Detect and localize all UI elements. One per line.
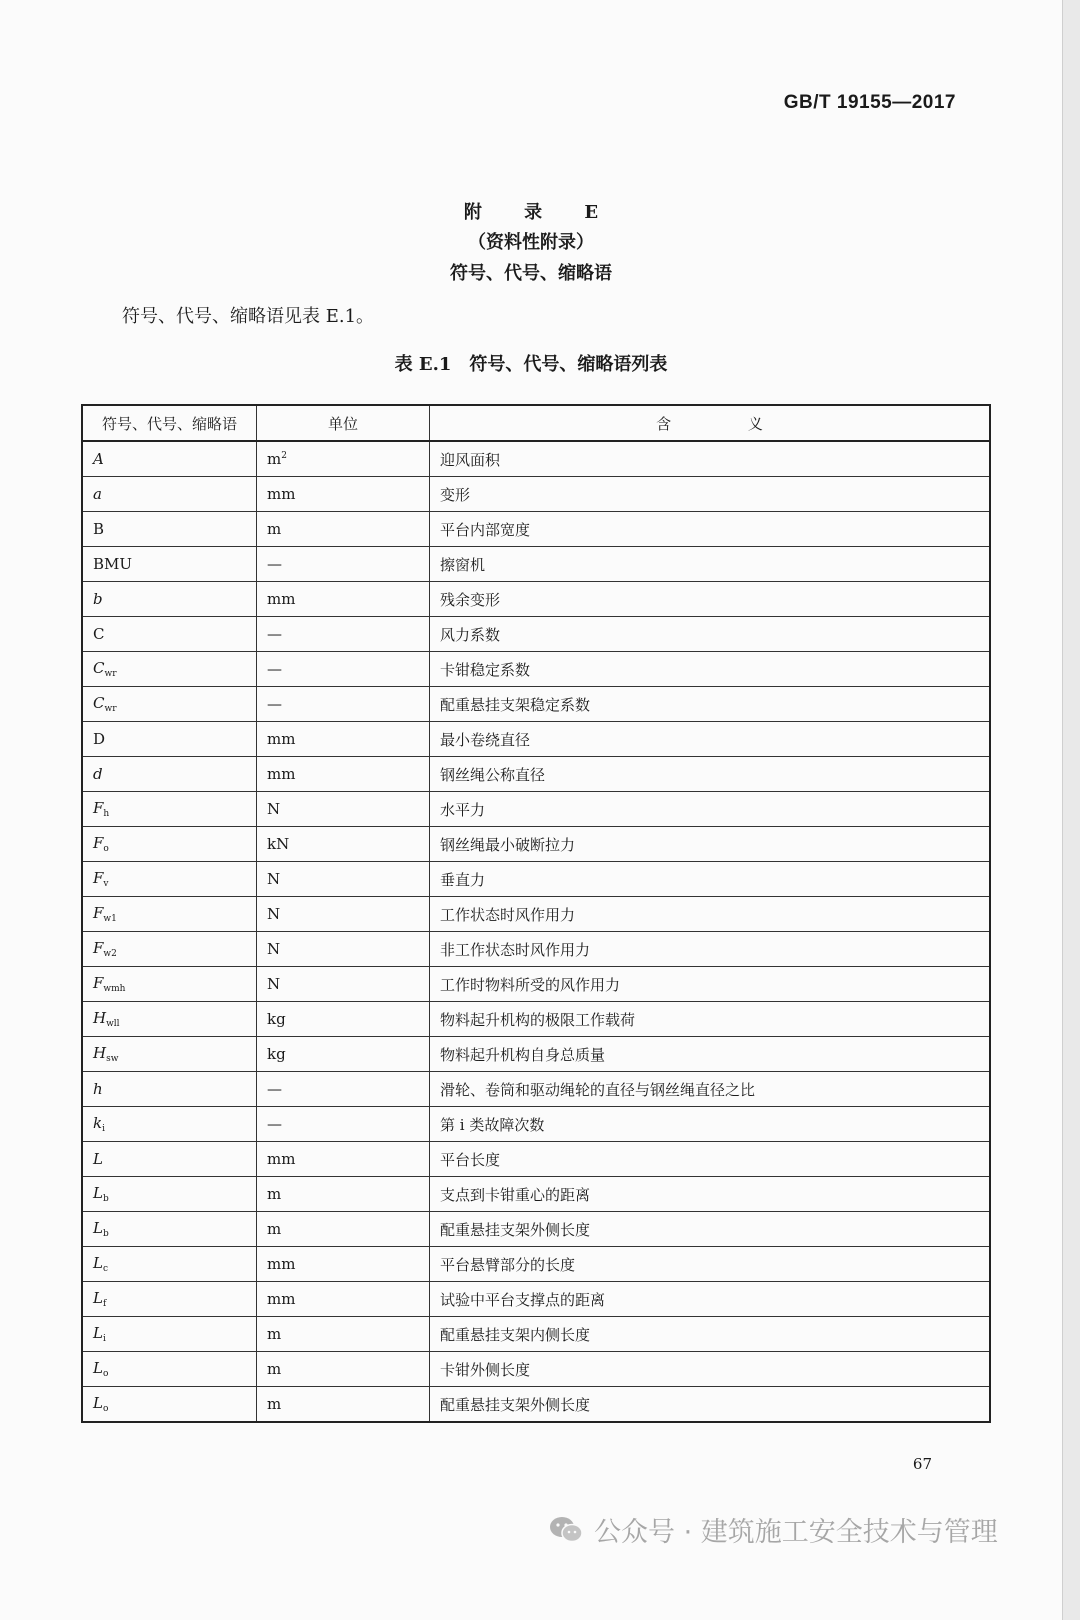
symbol-subscript: wr bbox=[104, 669, 117, 679]
symbol-main: D bbox=[93, 730, 106, 748]
meaning-cell: 钢丝绳最小破断拉力 bbox=[430, 827, 991, 862]
unit-value: N bbox=[267, 800, 281, 818]
unit-cell bbox=[257, 967, 430, 1002]
meaning-cell: 试验中平台支撑点的距离 bbox=[430, 1282, 991, 1317]
symbol-cell bbox=[82, 862, 257, 897]
symbol-subscript: w2 bbox=[103, 949, 117, 959]
unit-cell bbox=[257, 582, 430, 617]
meaning-cell: 工作时物料所受的风作用力 bbox=[430, 967, 991, 1002]
unit-cell bbox=[257, 792, 430, 827]
unit-cell bbox=[257, 1037, 430, 1072]
symbol-cell bbox=[82, 932, 257, 967]
symbol-subscript: wll bbox=[106, 1019, 120, 1029]
unit-value: m bbox=[267, 1220, 282, 1238]
symbol-main: C bbox=[93, 659, 105, 677]
unit-cell bbox=[257, 1247, 430, 1282]
table-row bbox=[82, 1107, 990, 1142]
meaning-cell: 垂直力 bbox=[430, 862, 991, 897]
meaning-cell: 水平力 bbox=[430, 792, 991, 827]
unit-cell bbox=[257, 1142, 430, 1177]
symbol-subscript: h bbox=[103, 809, 110, 819]
meaning-cell: 迎风面积 bbox=[430, 441, 991, 477]
table-row bbox=[82, 722, 990, 757]
table-caption bbox=[0, 350, 1062, 376]
unit-cell bbox=[257, 722, 430, 757]
table-row bbox=[82, 652, 990, 687]
table-row bbox=[82, 547, 990, 582]
table-body bbox=[82, 441, 990, 1422]
meaning-cell: 配重悬挂支架稳定系数 bbox=[430, 687, 991, 722]
unit-cell bbox=[257, 1387, 430, 1423]
table-row bbox=[82, 932, 990, 967]
unit-value: mm bbox=[267, 1290, 296, 1308]
unit-cell bbox=[257, 827, 430, 862]
table-row bbox=[82, 967, 990, 1002]
unit-cell bbox=[257, 1352, 430, 1387]
symbol-main: L bbox=[93, 1254, 103, 1272]
unit-value: m bbox=[267, 1360, 282, 1378]
unit-cell bbox=[257, 862, 430, 897]
symbol-subscript: b bbox=[102, 1194, 109, 1204]
table-row bbox=[82, 1247, 990, 1282]
symbol-main: C bbox=[93, 625, 105, 643]
watermark-text: 公众号 · 建筑施工安全技术与管理 bbox=[594, 1517, 998, 1548]
symbol-subscript: wr bbox=[104, 704, 117, 714]
symbol-subscript: b bbox=[102, 1229, 109, 1239]
unit-value: — bbox=[267, 695, 282, 713]
meaning-cell: 物料起升机构自身总质量 bbox=[430, 1037, 991, 1072]
symbol-main: F bbox=[93, 974, 104, 992]
unit-cell bbox=[257, 1177, 430, 1212]
unit-value: mm bbox=[267, 1150, 296, 1168]
table-row bbox=[82, 1387, 990, 1423]
unit-value: — bbox=[267, 625, 282, 643]
meaning-cell: 配重悬挂支架内侧长度 bbox=[430, 1317, 991, 1352]
watermark bbox=[548, 1510, 998, 1549]
symbol-cell bbox=[82, 757, 257, 792]
meaning-cell: 卡钳外侧长度 bbox=[430, 1352, 991, 1387]
symbol-cell bbox=[82, 897, 257, 932]
unit-value: mm bbox=[267, 485, 296, 503]
symbol-main: L bbox=[93, 1394, 103, 1412]
page-number: 67 bbox=[912, 1455, 932, 1473]
symbol-main: F bbox=[93, 939, 104, 957]
symbol-cell bbox=[82, 1317, 257, 1352]
symbol-main: H bbox=[93, 1009, 107, 1027]
unit-value: N bbox=[267, 870, 281, 888]
meaning-cell: 残余变形 bbox=[430, 582, 991, 617]
symbol-cell bbox=[82, 1037, 257, 1072]
unit-superscript: 2 bbox=[281, 451, 287, 461]
meaning-cell: 配重悬挂支架外侧长度 bbox=[430, 1212, 991, 1247]
table-row bbox=[82, 1212, 990, 1247]
symbol-cell bbox=[82, 1247, 257, 1282]
symbol-subscript: v bbox=[103, 879, 109, 889]
unit-value: kg bbox=[267, 1045, 286, 1063]
symbol-cell bbox=[82, 652, 257, 687]
standard-code: GB/T 19155—2017 bbox=[783, 92, 956, 113]
symbol-cell bbox=[82, 512, 257, 547]
meaning-cell: 钢丝绳公称直径 bbox=[430, 757, 991, 792]
table-row bbox=[82, 1282, 990, 1317]
unit-value: mm bbox=[267, 1255, 296, 1273]
table-row bbox=[82, 1072, 990, 1107]
table-caption-number: 表 E.1 bbox=[394, 354, 452, 375]
symbol-cell bbox=[82, 582, 257, 617]
meaning-cell: 平台内部宽度 bbox=[430, 512, 991, 547]
symbol-cell bbox=[82, 722, 257, 757]
meaning-cell: 最小卷绕直径 bbox=[430, 722, 991, 757]
unit-value: m bbox=[267, 1185, 282, 1203]
header-meaning-label: 含 义 bbox=[656, 414, 799, 433]
symbol-cell bbox=[82, 967, 257, 1002]
unit-value: m bbox=[267, 520, 282, 538]
symbol-main: C bbox=[93, 694, 105, 712]
symbol-main: L bbox=[93, 1359, 103, 1377]
meaning-cell: 物料起升机构的极限工作载荷 bbox=[430, 1002, 991, 1037]
meaning-cell: 卡钳稳定系数 bbox=[430, 652, 991, 687]
symbol-subscript: sw bbox=[106, 1054, 119, 1064]
meaning-cell: 平台长度 bbox=[430, 1142, 991, 1177]
symbol-main: H bbox=[93, 1044, 107, 1062]
symbol-main: L bbox=[93, 1150, 103, 1168]
meaning-cell: 配重悬挂支架外侧长度 bbox=[430, 1387, 991, 1423]
symbol-subscript: f bbox=[102, 1299, 107, 1309]
unit-value: m bbox=[267, 450, 282, 468]
unit-value: — bbox=[267, 1115, 282, 1133]
symbol-main: F bbox=[93, 834, 104, 852]
unit-value: N bbox=[267, 905, 281, 923]
symbol-main: B bbox=[93, 520, 105, 538]
meaning-cell: 支点到卡钳重心的距离 bbox=[430, 1177, 991, 1212]
table-caption-title: 符号、代号、缩略语列表 bbox=[469, 354, 668, 375]
appendix-subject: 符号、代号、缩略语 bbox=[450, 263, 612, 284]
unit-value: m bbox=[267, 1395, 282, 1413]
symbol-main: F bbox=[93, 904, 104, 922]
symbol-main: h bbox=[93, 1080, 103, 1098]
unit-value: m bbox=[267, 1325, 282, 1343]
unit-cell bbox=[257, 617, 430, 652]
unit-value: mm bbox=[267, 590, 296, 608]
appendix-type: （资料性附录） bbox=[468, 232, 594, 253]
symbol-cell bbox=[82, 1002, 257, 1037]
header-unit: 单位 bbox=[257, 405, 430, 441]
unit-value: N bbox=[267, 940, 281, 958]
unit-cell bbox=[257, 1282, 430, 1317]
symbol-main: L bbox=[93, 1219, 103, 1237]
symbol-cell bbox=[82, 1212, 257, 1247]
symbols-table bbox=[81, 404, 991, 1423]
intro-paragraph: 符号、代号、缩略语见表 E.1。 bbox=[122, 306, 375, 327]
table-row bbox=[82, 757, 990, 792]
symbol-cell bbox=[82, 477, 257, 512]
symbol-main: k bbox=[93, 1114, 103, 1132]
unit-cell bbox=[257, 477, 430, 512]
table-row bbox=[82, 617, 990, 652]
symbol-cell bbox=[82, 547, 257, 582]
unit-cell bbox=[257, 441, 430, 477]
table-row bbox=[82, 1317, 990, 1352]
symbol-cell bbox=[82, 1142, 257, 1177]
unit-cell bbox=[257, 1212, 430, 1247]
symbol-cell bbox=[82, 1072, 257, 1107]
symbol-subscript: i bbox=[102, 1334, 106, 1344]
table-row bbox=[82, 512, 990, 547]
unit-value: — bbox=[267, 660, 282, 678]
symbol-subscript: c bbox=[102, 1264, 109, 1274]
meaning-cell: 工作状态时风作用力 bbox=[430, 897, 991, 932]
table-row bbox=[82, 441, 990, 477]
symbol-cell bbox=[82, 1387, 257, 1423]
symbol-cell bbox=[82, 1177, 257, 1212]
symbol-main: a bbox=[93, 485, 102, 503]
table-row bbox=[82, 827, 990, 862]
wechat-icon bbox=[548, 1515, 584, 1545]
symbol-main: BMU bbox=[93, 555, 133, 573]
meaning-cell: 非工作状态时风作用力 bbox=[430, 932, 991, 967]
unit-cell bbox=[257, 757, 430, 792]
table-row bbox=[82, 792, 990, 827]
symbol-subscript: w1 bbox=[103, 914, 117, 924]
unit-cell bbox=[257, 512, 430, 547]
unit-cell bbox=[257, 932, 430, 967]
symbol-cell bbox=[82, 827, 257, 862]
meaning-cell: 擦窗机 bbox=[430, 547, 991, 582]
unit-cell bbox=[257, 547, 430, 582]
unit-cell bbox=[257, 687, 430, 722]
meaning-cell: 滑轮、卷筒和驱动绳轮的直径与钢丝绳直径之比 bbox=[430, 1072, 991, 1107]
table-row bbox=[82, 1037, 990, 1072]
unit-value: mm bbox=[267, 730, 296, 748]
symbol-cell bbox=[82, 441, 257, 477]
unit-value: kN bbox=[267, 835, 290, 853]
unit-value: — bbox=[267, 1080, 282, 1098]
symbol-main: F bbox=[93, 799, 104, 817]
meaning-cell: 平台悬臂部分的长度 bbox=[430, 1247, 991, 1282]
unit-cell bbox=[257, 1072, 430, 1107]
table-header-row bbox=[82, 405, 990, 441]
header-symbol: 符号、代号、缩略语 bbox=[82, 405, 257, 441]
unit-value: mm bbox=[267, 765, 296, 783]
unit-cell bbox=[257, 1002, 430, 1037]
table-row bbox=[82, 897, 990, 932]
symbol-subscript: wmh bbox=[103, 984, 126, 994]
symbol-subscript: o bbox=[102, 1369, 109, 1379]
unit-cell bbox=[257, 652, 430, 687]
symbol-cell bbox=[82, 1107, 257, 1142]
symbol-main: A bbox=[93, 450, 104, 468]
unit-value: — bbox=[267, 555, 282, 573]
symbol-cell bbox=[82, 687, 257, 722]
meaning-cell: 变形 bbox=[430, 477, 991, 512]
appendix-title: 附 录 E bbox=[463, 202, 617, 223]
table-row bbox=[82, 1142, 990, 1177]
symbol-main: L bbox=[93, 1184, 103, 1202]
symbol-main: b bbox=[93, 590, 103, 608]
symbol-main: L bbox=[93, 1289, 103, 1307]
symbol-subscript: i bbox=[102, 1124, 105, 1134]
unit-value: kg bbox=[267, 1010, 286, 1028]
symbol-cell bbox=[82, 1282, 257, 1317]
unit-cell bbox=[257, 1317, 430, 1352]
symbol-cell bbox=[82, 792, 257, 827]
table-row bbox=[82, 1002, 990, 1037]
unit-value: N bbox=[267, 975, 281, 993]
symbol-subscript: o bbox=[102, 1404, 109, 1414]
symbol-cell bbox=[82, 617, 257, 652]
symbol-cell bbox=[82, 1352, 257, 1387]
unit-cell bbox=[257, 1107, 430, 1142]
meaning-cell: 风力系数 bbox=[430, 617, 991, 652]
meaning-cell: 第 i 类故障次数 bbox=[430, 1107, 991, 1142]
table-row bbox=[82, 1352, 990, 1387]
symbol-main: F bbox=[93, 869, 104, 887]
header-meaning bbox=[430, 405, 991, 441]
table-row bbox=[82, 862, 990, 897]
table-row bbox=[82, 582, 990, 617]
symbol-main: d bbox=[93, 765, 103, 783]
symbol-main: L bbox=[93, 1324, 103, 1342]
table-row bbox=[82, 687, 990, 722]
unit-cell bbox=[257, 897, 430, 932]
symbol-subscript: o bbox=[103, 844, 109, 854]
table-row bbox=[82, 1177, 990, 1212]
table-row bbox=[82, 477, 990, 512]
